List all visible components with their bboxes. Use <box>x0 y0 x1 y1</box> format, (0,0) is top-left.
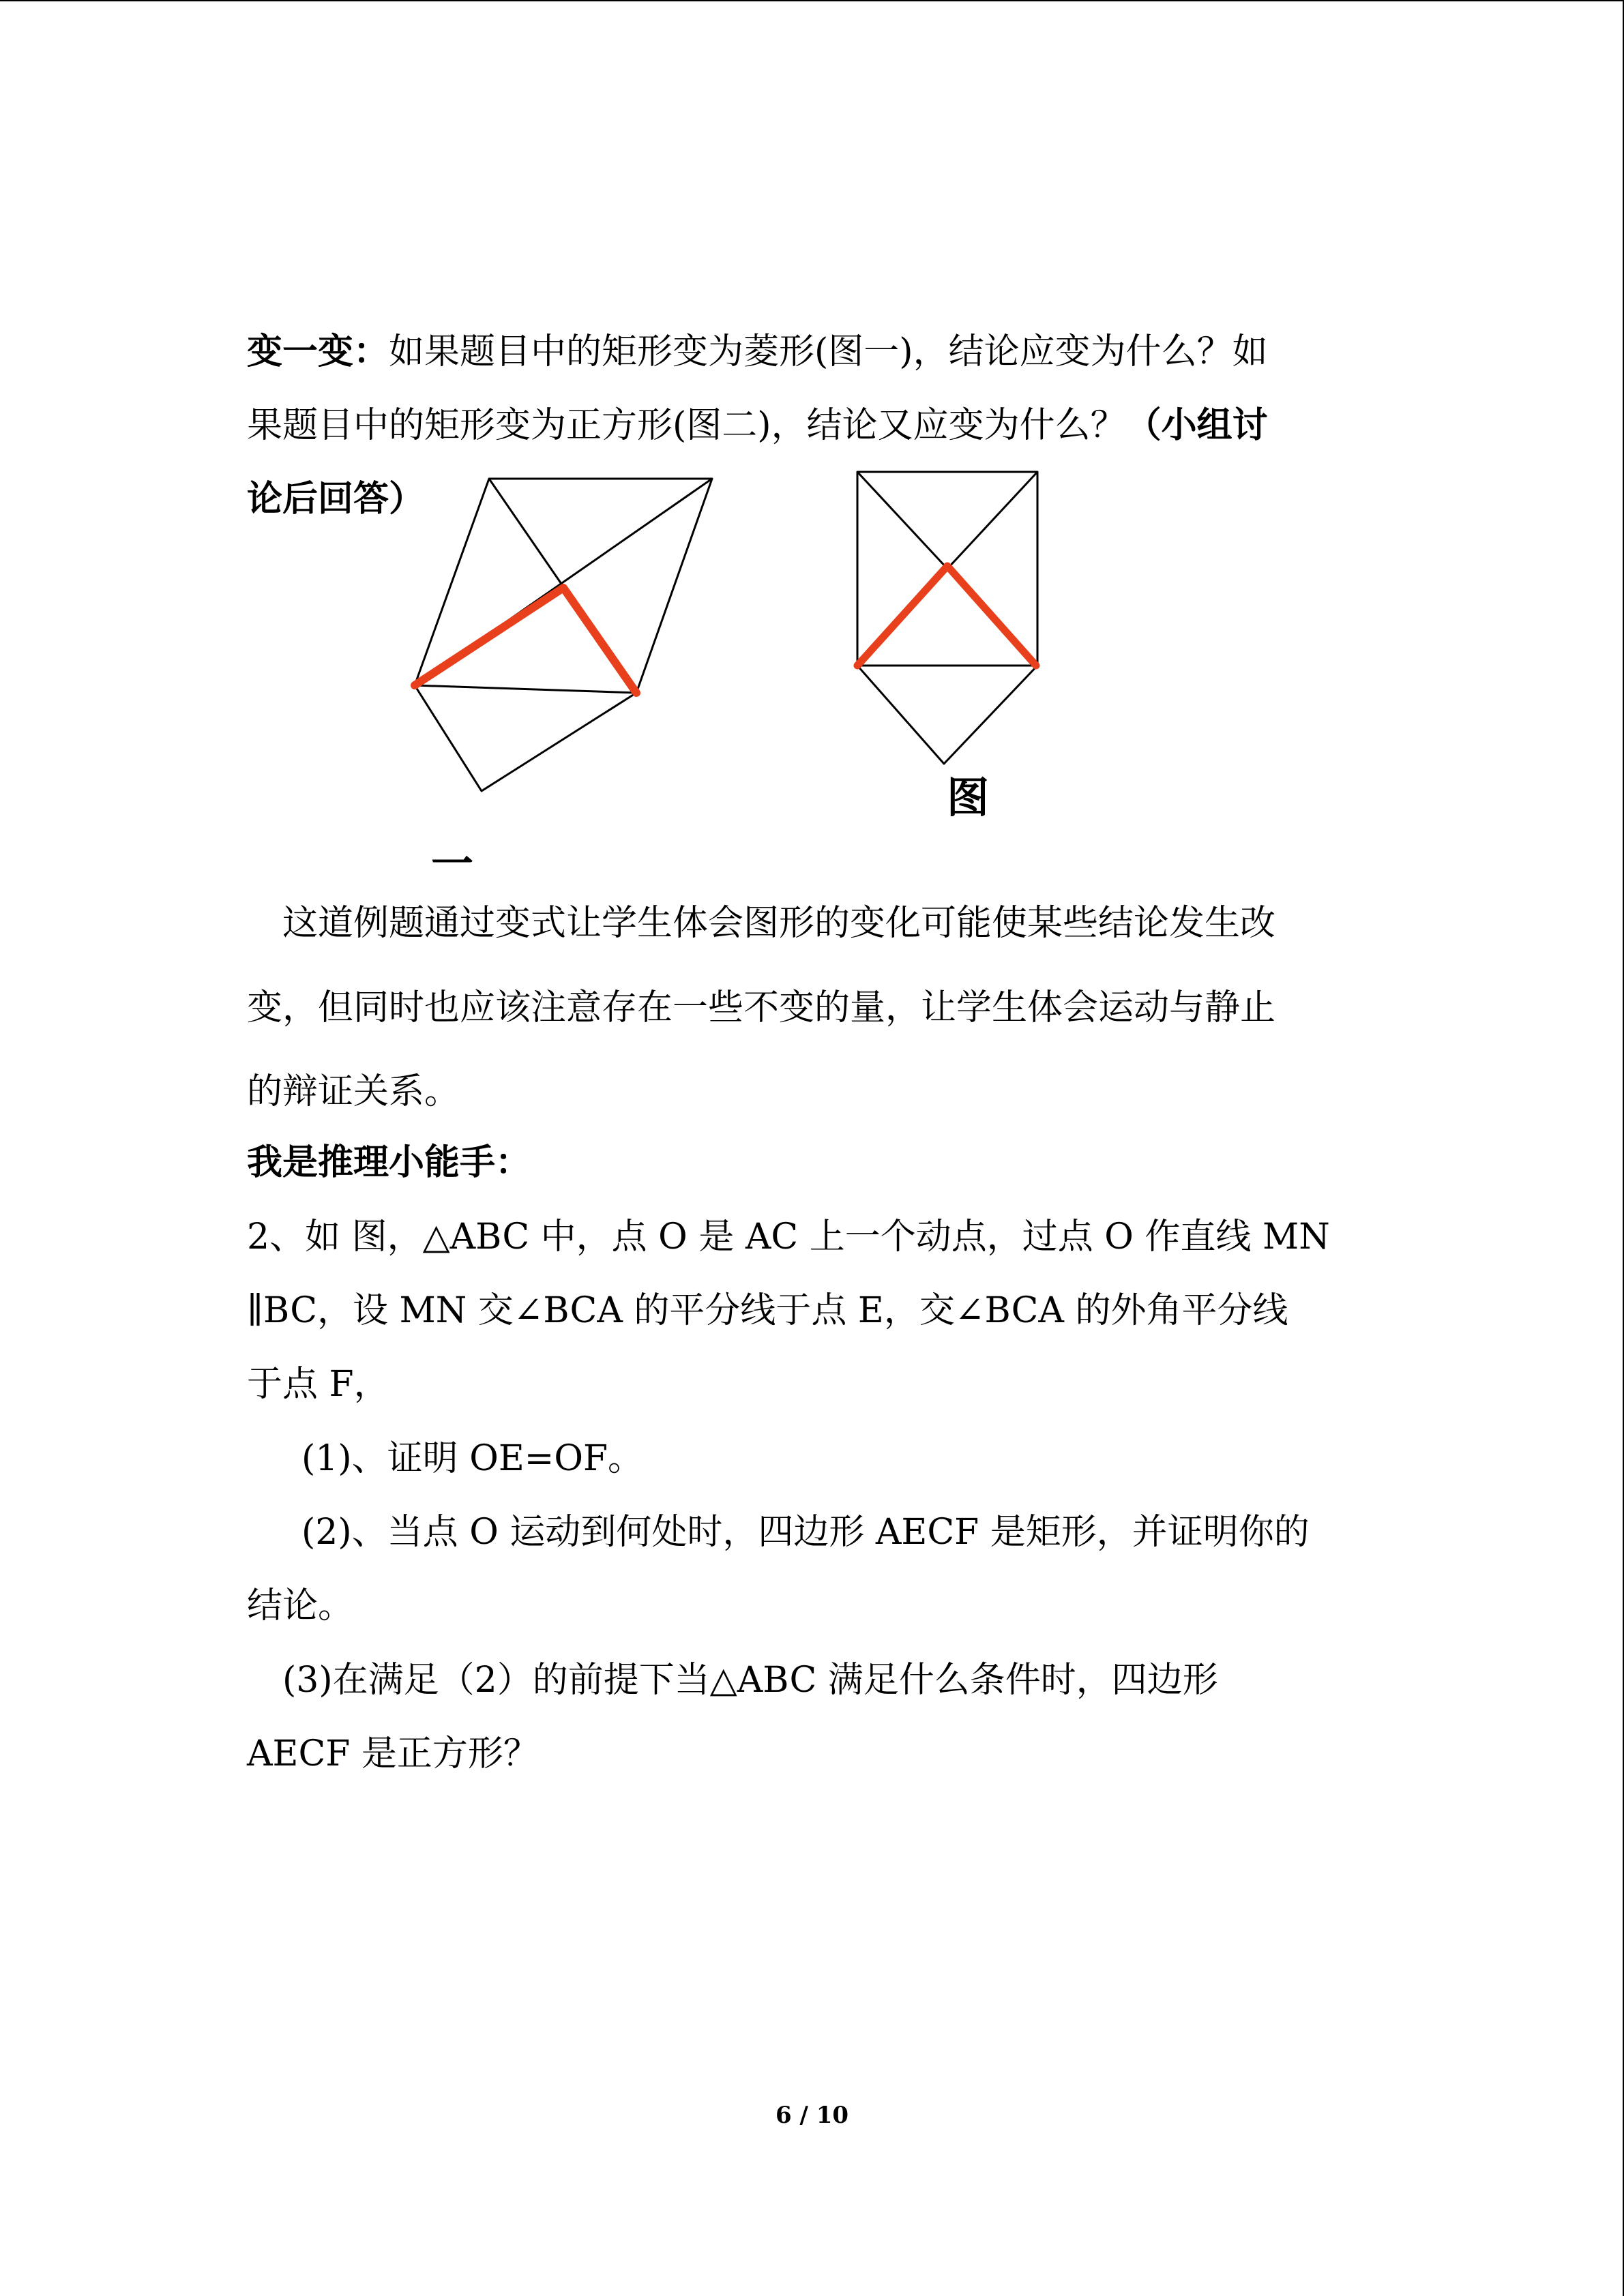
geometry-figures <box>0 0 1624 900</box>
rhombus-highlight <box>415 588 636 693</box>
problem-question-2-line-1: (2)、当点 O 运动到何处时，四边形 AECF 是矩形，并证明你的 <box>301 1512 1310 1553</box>
paragraph-line-3: 的辩证关系。 <box>247 1071 460 1112</box>
intro-line-2-bold: （小组讨 <box>1125 404 1268 446</box>
figure-rhombus <box>415 479 712 791</box>
figure-label-2: 图 <box>947 773 990 822</box>
intro-line-1-text: 如果题目中的矩形变为菱形(图一)，结论应变为什么？如 <box>389 331 1268 372</box>
square-highlight <box>857 566 1036 666</box>
section-heading: 我是推理小能手： <box>247 1142 531 1183</box>
intro-line-2-text: 果题目中的矩形变为正方形(图二)，结论又应变为什么？ <box>247 405 1126 446</box>
paragraph-line-2: 变，但同时也应该注意存在一些不变的量，让学生体会运动与静止 <box>247 987 1276 1028</box>
problem-question-3-line-2: AECF 是正方形？ <box>247 1733 539 1774</box>
problem-question-2-line-2: 结论。 <box>247 1585 354 1626</box>
intro-lead: 变一变： <box>247 331 389 372</box>
problem-question-3-line-1: (3)在满足（2）的前提下当△ABC 满足什么条件时，四边形 <box>282 1660 1218 1701</box>
figure-square <box>857 472 1037 764</box>
paragraph-line-1: 这道例题通过变式让学生体会图形的变化可能使某些结论发生改 <box>282 903 1276 944</box>
intro-line-3: 论后回答） <box>247 478 425 520</box>
rhombus-outer-triangle <box>415 685 636 791</box>
square-outer-triangle <box>857 666 1037 764</box>
problem-line-1: 2、如 图，△ABC 中，点 O 是 AC 上一个动点，过点 O 作直线 MN <box>247 1217 1330 1257</box>
problem-line-3: 于点 F， <box>247 1364 389 1405</box>
figure-label-1: 一 <box>431 839 474 889</box>
problem-question-1: (1)、证明 OE=OF。 <box>301 1438 644 1479</box>
problem-line-2: ∥BC，设 MN 交∠BCA 的平分线于点 E，交∠BCA 的外角平分线 <box>247 1290 1288 1331</box>
page-number: 6 / 10 <box>775 2102 849 2129</box>
